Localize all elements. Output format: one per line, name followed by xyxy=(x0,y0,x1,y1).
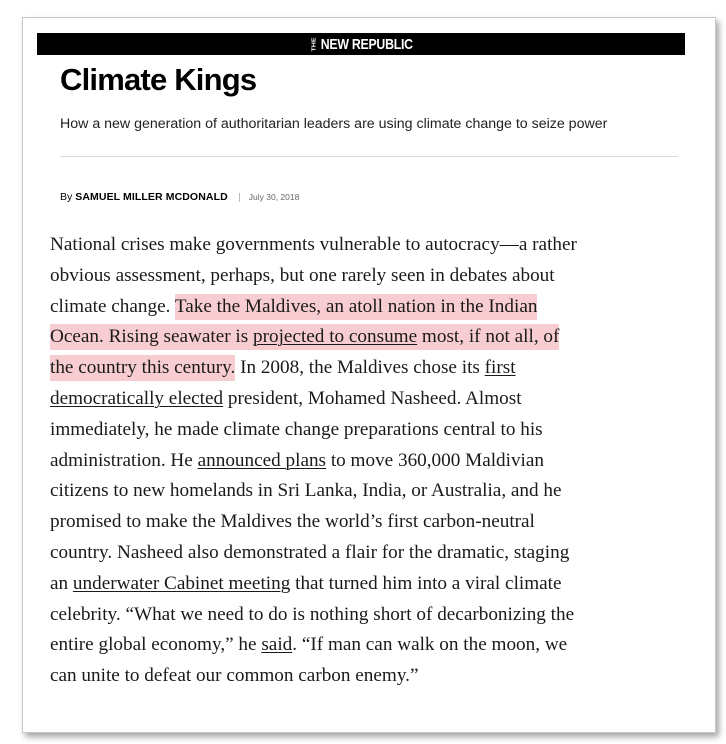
body-line: celebrity. “What we need to do is nothing short of decarbonizing the xyxy=(50,603,575,625)
body-line: promised to make the Maldives the world’s first carbon-neutral xyxy=(50,511,535,533)
body-line: immediately, he made climate change preparations central to his xyxy=(50,418,543,440)
link-underwater-cabinet-meeting[interactable]: underwater Cabinet meeting xyxy=(72,572,291,594)
link-first-democratically-elected[interactable]: first xyxy=(484,357,516,379)
body-line: can unite to defeat our common carbon enemy.” xyxy=(50,665,419,687)
body-line xyxy=(50,322,710,353)
new-republic-logo[interactable]: THE NEW REPUBLIC xyxy=(311,35,414,53)
body-line: administration. He announced plans to move 360,000 Maldivian xyxy=(50,449,544,471)
body-line: democratically elected president, Mohamed Nasheed. Almost xyxy=(50,387,522,409)
byline-separator xyxy=(239,193,240,202)
highlighted-passage: the country this century. xyxy=(50,355,235,381)
masthead xyxy=(37,33,685,55)
article-body xyxy=(50,230,710,692)
article-dek: How a new generation of authoritarian leaders are using climate change to seize power xyxy=(60,116,608,132)
link-projected-to-consume[interactable]: projected to consume xyxy=(253,326,418,348)
publish-date: July 30, 2018 xyxy=(248,192,300,202)
body-line: an underwater Cabinet meeting that turned him into a viral climate xyxy=(50,572,562,594)
byline xyxy=(60,191,299,203)
body-line: National crises make governments vulnerable to autocracy—a rather xyxy=(50,234,577,255)
body-line: obvious assessment, perhaps, but one rarely seen in debates about xyxy=(50,264,555,286)
body-line: climate change. Take the Maldives, an atoll nation in the Indian xyxy=(50,292,710,323)
link-said[interactable]: said xyxy=(261,634,293,656)
body-line: citizens to new homelands in Sri Lanka, India, or Australia, and he xyxy=(50,480,562,502)
byline-prefix: By xyxy=(60,191,73,203)
link-first-democratically-elected[interactable]: democratically elected xyxy=(50,387,224,409)
article-frame xyxy=(22,17,716,733)
header-divider xyxy=(60,156,678,157)
highlighted-passage: Ocean. Rising seawater is projected to consume most, if not all, of xyxy=(50,324,559,350)
body-line: the country this century. In 2008, the Maldives chose its first xyxy=(50,353,710,384)
author-link[interactable]: SAMUEL MILLER MCDONALD xyxy=(75,191,228,203)
body-line: country. Nasheed also demonstrated a flair for the dramatic, staging xyxy=(50,541,570,563)
link-announced-plans[interactable]: announced plans xyxy=(197,449,327,471)
highlighted-passage: Take the Maldives, an atoll nation in the Indian xyxy=(175,294,538,320)
article-title: Climate Kings xyxy=(60,62,257,97)
body-line: entire global economy,” he said. “If man can walk on the moon, we xyxy=(50,634,568,656)
